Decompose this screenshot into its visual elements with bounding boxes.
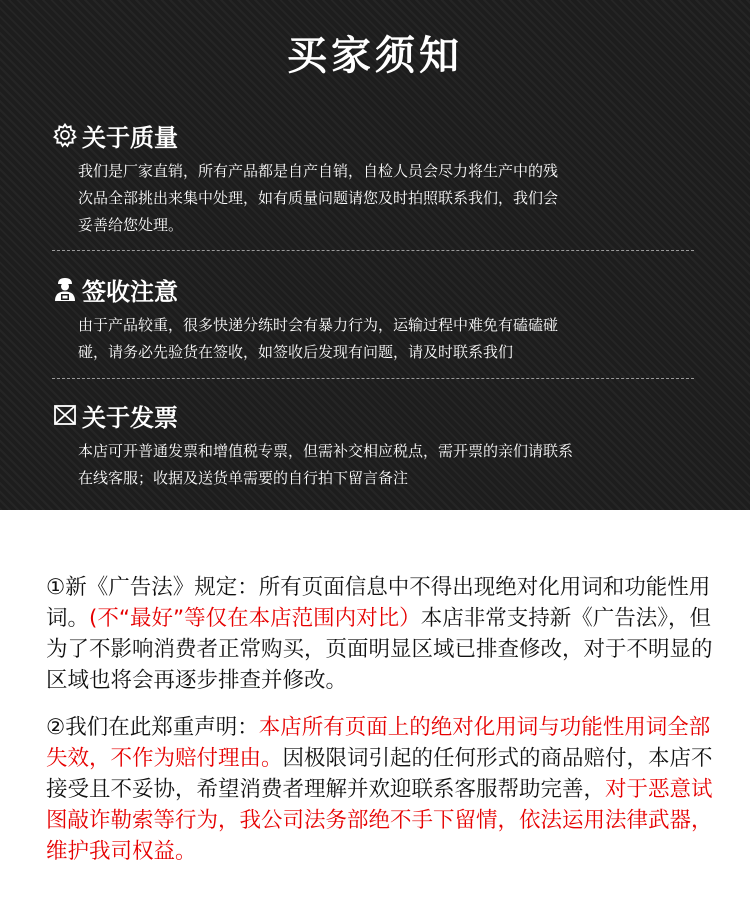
quality-section xyxy=(52,118,702,239)
invoice-line: 在线客服；收据及送货单需要的自行拍下留言备注 xyxy=(78,469,409,487)
receipt-body xyxy=(78,312,638,366)
invoice-icon xyxy=(52,402,78,428)
invoice-section xyxy=(52,398,702,492)
notice-text: 因极限词引起的任何形式的商品赔付，本店不接受且不妥协，希望消费者理解并欢迎联系客服帮助完善， xyxy=(46,746,713,802)
ad-law-notice xyxy=(0,510,750,910)
notice-highlight: (不“最好”等仅在本店范围内对比） xyxy=(89,606,421,631)
quality-line: 妥善给您处理。 xyxy=(78,216,184,234)
notice-paragraph-1 xyxy=(46,572,716,696)
invoice-line: 本店可开普通发票和增值税专票，但需补交相应税点，需开票的亲们请联系 xyxy=(78,442,574,460)
receipt-header xyxy=(52,272,702,306)
dashed-divider xyxy=(52,250,694,251)
notice-highlight: 对于恶意试图敲诈勒索等行为，我公司法务部绝不手下留情，依法运用法律武器，维护我司权益。 xyxy=(46,777,713,864)
invoice-title: 关于发票 xyxy=(82,403,178,432)
quality-header xyxy=(52,118,702,152)
invoice-body xyxy=(78,438,638,492)
page-title: 买家须知 xyxy=(287,33,463,79)
quality-body xyxy=(78,158,638,239)
quality-line: 我们是厂家直销，所有产品都是自产自销，自检人员会尽力将生产中的残 xyxy=(78,162,559,180)
notice-paragraph-2 xyxy=(46,712,716,867)
notice-text: ①新《广告法》规定：所有页面信息中不得出现绝对化用词和功能性用词。 xyxy=(46,575,711,631)
invoice-header xyxy=(52,398,702,432)
gear-icon xyxy=(52,122,78,148)
notice-text: 本店非常支持新《广告法》，但为了不影响消费者正常购买，页面明显区域已排查修改，对于不明显的区域也将会再逐步排查并修改。 xyxy=(46,606,713,693)
dashed-divider xyxy=(52,378,694,379)
receipt-line: 由于产品较重，很多快递分练时会有暴力行为，运输过程中难免有磕磕碰 xyxy=(78,316,559,334)
notice-text: ②我们在此郑重声明： xyxy=(46,715,259,740)
notice-highlight: 本店所有页面上的绝对化用词与功能性用词全部失效，不作为赔付理由。 xyxy=(46,715,711,771)
quality-line: 次品全部挑出来集中处理，如有质量问题请您及时拍照联系我们，我们会 xyxy=(78,189,559,207)
receipt-line: 碰，请务必先验货在签收，如签收后发现有问题，请及时联系我们 xyxy=(78,343,514,361)
quality-title: 关于质量 xyxy=(82,123,178,152)
receipt-section xyxy=(52,272,702,366)
courier-icon xyxy=(52,276,78,302)
receipt-title: 签收注意 xyxy=(82,277,178,306)
